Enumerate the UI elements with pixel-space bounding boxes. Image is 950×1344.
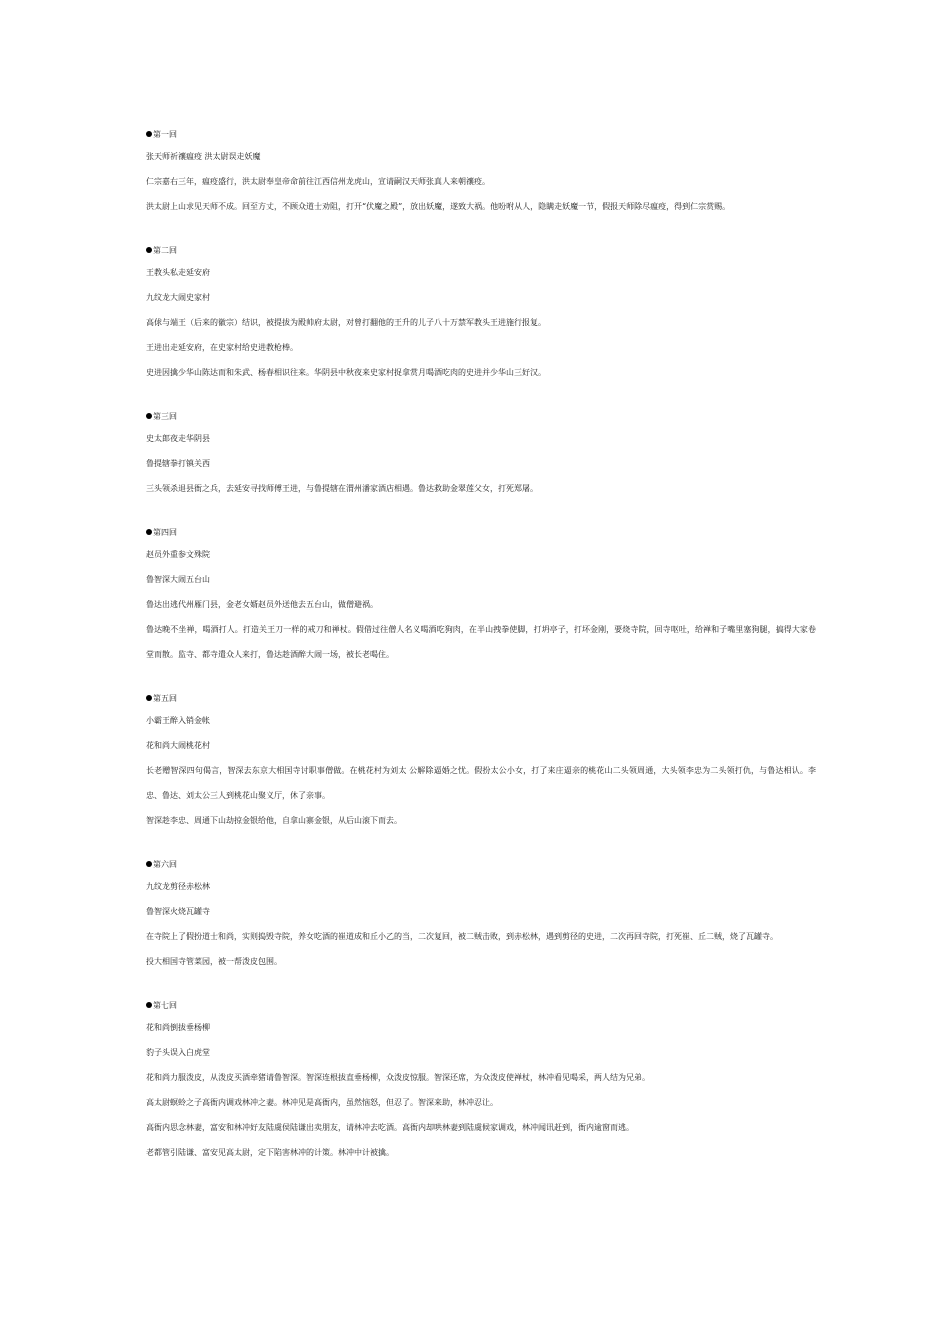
chapter-heading-text: 第一回 bbox=[153, 130, 177, 139]
chapter-heading-text: 第四回 bbox=[153, 528, 177, 537]
bullet-icon bbox=[146, 413, 152, 419]
chapter-section bbox=[146, 125, 816, 219]
summary-paragraph: 在寺院上了假扮道士和尚，实则捣毁寺院，养女吃酒的崔道成和丘小乙的当，二次复回，被二贼击败，到赤松林，遇到剪径的史进，二次再回寺院，打死崔、丘二贼，烧了瓦罐寺。 bbox=[146, 932, 778, 941]
chapter-section bbox=[146, 241, 816, 385]
summary-paragraph: 王进出走延安府，在史家村给史进教枪棒。 bbox=[146, 343, 298, 352]
chapter-title-line: 鲁智深大闹五台山 bbox=[146, 575, 210, 584]
chapter-heading bbox=[146, 241, 816, 260]
summary-paragraph: 高俅与端王（后来的徽宗）结识，被提拔为殿帅府太尉，对曾打翻他的王升的儿子八十万禁军教头王进施行报复。 bbox=[146, 318, 546, 327]
chapter-heading bbox=[146, 407, 816, 426]
chapter-section bbox=[146, 407, 816, 501]
chapter-heading bbox=[146, 996, 816, 1015]
chapter-title-line: 鲁智深火烧瓦罐寺 bbox=[146, 907, 210, 916]
summary-paragraph: 鲁达晚不坐禅，喝酒打人。打造关王刀一样的戒刀和禅杖。假借过往僧人名义喝酒吃狗肉，在半山拽拳使脚，打坍亭子，打坏金刚，要烧寺院，回寺呕吐，给禅和子嘴里塞狗腿，搞得大家卷堂而散。监寺、都寺遣众人来打，鲁达趁酒醉大闹一场，被长老喝住。 bbox=[146, 625, 816, 659]
chapter-title-line: 王教头私走延安府 bbox=[146, 268, 210, 277]
summary-paragraph: 投大相国寺管菜园，被一帮泼皮包围。 bbox=[146, 957, 282, 966]
chapter-heading-text: 第六回 bbox=[153, 860, 177, 869]
bullet-icon bbox=[146, 131, 152, 137]
chapter-title-line: 小霸王醉入销金帐 bbox=[146, 716, 210, 725]
chapter-section bbox=[146, 523, 816, 667]
bullet-icon bbox=[146, 1002, 152, 1008]
chapter-title-line: 九纹龙剪径赤松林 bbox=[146, 882, 210, 891]
summary-paragraph: 花和尚力服泼皮，从泼皮买酒牵猪请鲁智深。智深连根拔直垂杨柳，众泼皮惊服。智深还席，为众泼皮使禅杖，林冲看见喝采，两人结为兄弟。 bbox=[146, 1073, 650, 1082]
summary-paragraph: 仁宗嘉右三年，瘟疫盛行，洪太尉奉皇帝命前往江西信州龙虎山，宣请嗣汉天师张真人来朝禳疫。 bbox=[146, 177, 490, 186]
chapter-section bbox=[146, 996, 816, 1165]
chapter-title-line: 张天师祈禳瘟疫 洪太尉误走妖魔 bbox=[146, 152, 261, 161]
chapter-title-line: 史太郎夜走华阴县 bbox=[146, 434, 210, 443]
summary-paragraph: 老都管引陆谦、富安见高太尉，定下陷害林冲的计策。林冲中计被擒。 bbox=[146, 1148, 394, 1157]
chapter-title-line: 九纹龙大闹史家村 bbox=[146, 293, 210, 302]
chapter-heading-text: 第三回 bbox=[153, 412, 177, 421]
chapter-heading bbox=[146, 855, 816, 874]
summary-paragraph: 史进因擒少华山陈达而和朱武、杨春相识往来。华阴县中秋夜来史家村捉拿赏月喝酒吃肉的史进并少华山三好汉。 bbox=[146, 368, 546, 377]
summary-paragraph: 长老赠智深四句偈言，智深去东京大相国寺讨职事僧做。在桃花村为刘太 公解除逼婚之忧。假扮太公小女，打了来庄逼亲的桃花山二头领周通，大头领李忠为二头领打仇，与鲁达相认。李忠、鲁达、刘太公三人到桃花山聚义厅，休了亲事。 bbox=[146, 766, 816, 800]
bullet-icon bbox=[146, 529, 152, 535]
bullet-icon bbox=[146, 695, 152, 701]
summary-paragraph: 洪太尉上山求见天师不成。回至方丈，不顾众道士劝阻，打开“伏魔之殿”，放出妖魔，遂致大祸。他吩咐从人，隐瞒走妖魔一节，假报天师除尽瘟疫，得到仁宗赏赐。 bbox=[146, 202, 731, 211]
chapter-title-line: 鲁提辖拳打镇关西 bbox=[146, 459, 210, 468]
chapter-heading bbox=[146, 689, 816, 708]
chapter-section bbox=[146, 855, 816, 974]
bullet-icon bbox=[146, 247, 152, 253]
chapter-title-line: 花和尚倒拔垂杨柳 bbox=[146, 1023, 210, 1032]
chapter-title-line: 豹子头误入白虎堂 bbox=[146, 1048, 210, 1057]
chapter-heading-text: 第七回 bbox=[153, 1001, 177, 1010]
summary-paragraph: 智深趁李忠、周通下山劫掠金银给他，自拿山寨金银，从后山滚下而去。 bbox=[146, 816, 402, 825]
chapter-section bbox=[146, 689, 816, 833]
chapter-title-line: 赵员外重参文殊院 bbox=[146, 550, 210, 559]
chapter-heading bbox=[146, 125, 816, 144]
bullet-icon bbox=[146, 861, 152, 867]
chapter-heading-text: 第五回 bbox=[153, 694, 177, 703]
chapter-title-line: 花和尚大闹桃花村 bbox=[146, 741, 210, 750]
summary-paragraph: 高衙内思念林妻，富安和林冲好友陆虞侯陆谦出卖朋友，请林冲去吃酒。高衙内却哄林妻到陆虞候家调戏，林冲闻讯赶到，衙内逾窗而逃。 bbox=[146, 1123, 634, 1132]
chapter-heading-text: 第二回 bbox=[153, 246, 177, 255]
chapter-heading bbox=[146, 523, 816, 542]
summary-paragraph: 鲁达出逃代州雁门县，金老女婿赵员外送他去五台山，做僧避祸。 bbox=[146, 600, 378, 609]
document-page bbox=[146, 125, 816, 1187]
summary-paragraph: 三头领杀退县衙之兵，去延安寻找师傅王进，与鲁提辖在渭州潘家酒店相遇。鲁达救助金翠莲父女，打死郑屠。 bbox=[146, 484, 538, 493]
summary-paragraph: 高太尉螟蛉之子高衙内调戏林冲之妻。林冲见是高衙内，虽然恼怒，但忍了。智深来助，林冲忍让。 bbox=[146, 1098, 498, 1107]
